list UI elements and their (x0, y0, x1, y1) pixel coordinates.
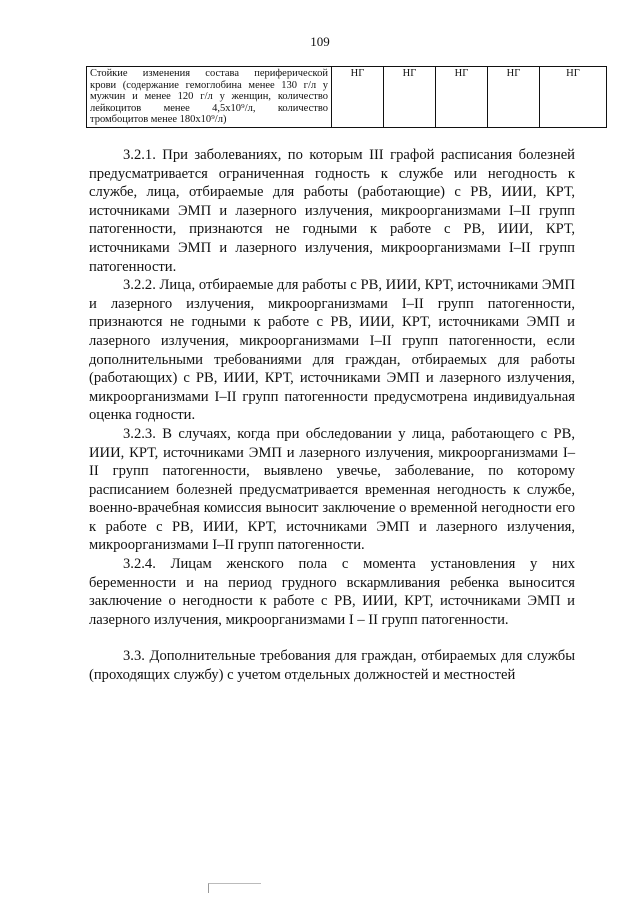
paragraph-3-2-4: 3.2.4. Лицам женского пола с момента установления у них беременности и на период грудного вскармливания ребенка выносится заключение о негодности к работе с РВ, ИИИ, КРТ, источниками ЭМП и лазерного излучения, микроорганизмами I – II групп патогенности. (89, 556, 575, 628)
requirements-table (86, 66, 607, 128)
condition-line: лейкоцитов менее 4,5х10⁹/л, количество (90, 102, 328, 114)
scan-artifact (208, 883, 261, 893)
paragraph-3-2-3: 3.2.3. В случаях, когда при обследовании у лица, работающего с РВ, ИИИ, КРТ, источниками ЭМП и лазерного излучения, микроорганизмами I–II групп патогенности, выявлено увечье, заболевание, по которому расписанием болезней предусматривается временная негодность к службе, военно-врачебная комиссия выносит заключение о временной негодности его к работе с РВ, ИИИ, КРТ, источниками ЭМП и лазерного излучения, микроорганизмами I–II групп патогенности. (89, 425, 575, 554)
verdict-cell: НГ (540, 67, 607, 128)
condition-cell (87, 67, 332, 128)
condition-line: Стойкие изменения состава периферической (90, 68, 328, 79)
paragraph-3-2-1: 3.2.1. При заболеваниях, по которым III графой расписания болезней предусматривается ограниченная годность к службе или негодность к службе, лица, отбираемые для работы (работающие) с РВ, ИИИ, КРТ, источниками ЭМП и лазерного излучения, микроорганизмами I–II групп патогенности, признаются не годными к работе с РВ, ИИИ, КРТ, источниками ЭМП и лазерного излучения, микроорганизмами I–II групп патогенности. (89, 147, 575, 275)
verdict-cell: НГ (488, 67, 540, 128)
paragraph-3-2-2: 3.2.2. Лица, отбираемые для работы с РВ, ИИИ, КРТ, источниками ЭМП и лазерного излучения, микроорганизмами I–II групп патогенности, признаются не годными к работе с РВ, ИИИ, КРТ, источниками ЭМП и лазерного излучения, микроорганизмами I–II групп патогенности, если дополнительными требованиями для граждан, отбираемых для работы (работающих) с РВ, ИИИ, КРТ, источниками ЭМП и лазерного излучения, микроорганизмами I–II групп патогенности предусмотрена индивидуальная оценка годности. (89, 277, 575, 424)
section-heading-3-3: 3.3. Дополнительные требования для граждан, отбираемых для службы (проходящих службу) с учетом отдельных должностей и местностей (89, 648, 575, 684)
condition-line: тромбоцитов менее 180х10⁹/л) (90, 114, 227, 126)
body-text (89, 146, 575, 685)
condition-line: мужчин и менее 120 г/л у женщин, количество (90, 91, 328, 103)
page-number: 109 (310, 34, 330, 49)
table-row (87, 67, 607, 128)
verdict-cell: НГ (436, 67, 488, 128)
condition-line: крови (содержание гемоглобина менее 130 г/л у (90, 79, 328, 91)
verdict-cell: НГ (384, 67, 436, 128)
verdict-cell: НГ (332, 67, 384, 128)
